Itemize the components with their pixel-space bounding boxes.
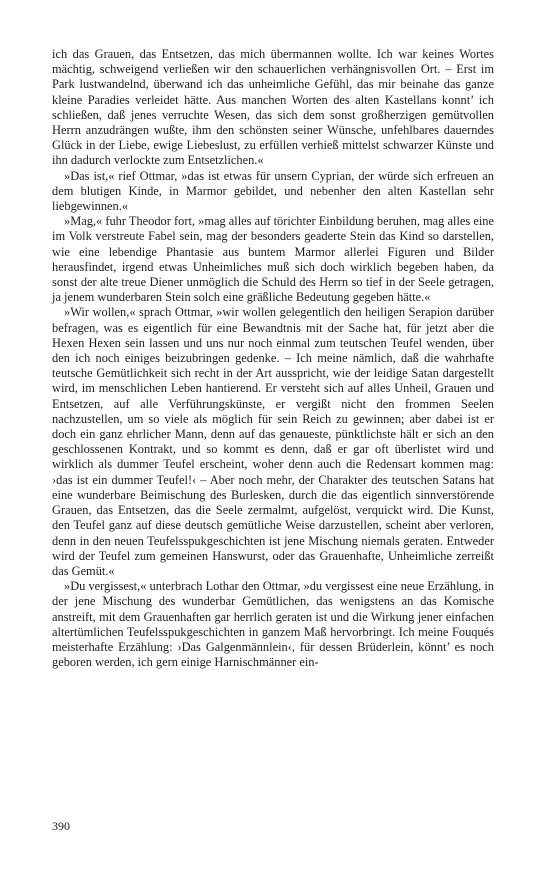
text-column <box>52 47 494 670</box>
paragraph-ottmar-cyprian: »Das ist,« rief Ottmar, »das ist etwas für unsern Cyprian, der würde sich erfreuen an dem blutigen Kinde, in Marmor gebildet, und nebenher den alten Kastellan sehr liebgewinnen.« <box>52 168 494 214</box>
paragraph-ottmar-devil: »Wir wollen,« sprach Ottmar, »wir wollen gelegentlich den heiligen Serapion darüber befragen, was es eigentlich für eine Bewandtnis mit der Sache hat, für jetzt aber die Hexen Hexen sein lassen und uns nur noch einmal zum teutschen Teufel wenden, über den ich noch einiges beizubringen gedenke. – Ich meine nämlich, daß die wahrhafte teutsche Gemütlichkeit sich recht in der Art ausspricht, wie der leidige Satan dargestellt wird, im menschlichen Leben hantierend. Er versteht sich auf alles Unheil, Grauen und Entsetzen, auf alle Verführungskünste, er vergißt nicht den frommen Seelen nachzustellen, um so viele als möglich für sein Reich zu gewinnen; aber dabei ist er doch ein ganz ehrlicher Mann, denn auf das genaueste, pünktlichste hält er sich an den geschlossenen Kontrakt, und so kommt es denn, daß er gar oft überlistet wird und wirklich als dummer Teufel erscheint, woher denn auch die Redensart kommen mag: ›das ist ein dummer Teufel!‹ – Aber noch mehr, der Charakter des teutschen Satans hat eine wunderbare Beimischung des Burlesken, durch die das eigentlich sinnverstörende Grauen, das Entsetzen, das die Seele zermalmt, aufgelöst, verquickt wird. Die Kunst, den Teufel ganz auf diese deutsch gemütliche Weise darzustellen, scheint aber verloren, denn in den neuen Teufelsspukgeschichten ist jene Mischung niemals geraten. Entweder wird der Teufel zum gemeinen Hanswurst, oder das Grauenhafte, Unheimliche zerreißt das Gemüt.« <box>52 305 494 578</box>
paragraph-lothar-fouque: »Du vergissest,« unterbrach Lothar den Ottmar, »du vergissest eine neue Erzählung, in der jene Mischung des wunderbar Gemütlichen, das wenigstens an das Komische anstreift, mit dem Grauenhaften gar herrlich geraten ist und die Wirkung jener einfachen altertümlichen Teufelsspukgeschichten in ganzem Maß hervorbringt. Ich meine Fouqués meisterhafte Erzählung: ›Das Galgenmännlein‹, für dessen Brüderlein, könnt’ es noch geboren werden, ich gern einige Harnischmänner ein- <box>52 579 494 670</box>
paragraph-theodor-marble: »Mag,« fuhr Theodor fort, »mag alles auf törichter Einbildung beruhen, mag alles eine im Volk verstreute Fabel sein, mag der besonders geaderte Stein das Kind so darstellen, wie eine lebendige Phantasie aus buntem Marmor allerlei Figuren und Bilder herausfindet, irgend etwas Unheimliches muß sich doch wirklich begeben haben, da sonst der alte treue Diener unmöglich die Schuld des Herrn so tief in der Seele getragen, ja jenem wunderbaren Stein solch eine gräßliche Bedeutung gegeben hätte.« <box>52 214 494 305</box>
paragraph-continued: ich das Grauen, das Entsetzen, das mich übermannen wollte. Ich war keines Wortes mächtig, schweigend verließen wir den schauerlichen verhängnisvollen Ort. – Erst im Park lustwandelnd, überwand ich das unheimliche Gefühl, das mir beinahe das ganze kleine Paradies verleidet hätte. Aus manchen Worten des alten Kastellans konnt’ ich schließen, daß jenes verruchte Wesen, das sich dem sonst großherzigen gemütvollen Herrn anzudrängen wußte, ihm den schönsten seiner Wünsche, unfehlbares dauerndes Glück in der Liebe, ewige Liebeslust, zu erfüllen verhieß mittelst schwarzer Künste und ihn dadurch verlockte zum Entsetzlichen.« <box>52 47 494 168</box>
page-number: 390 <box>52 819 70 833</box>
